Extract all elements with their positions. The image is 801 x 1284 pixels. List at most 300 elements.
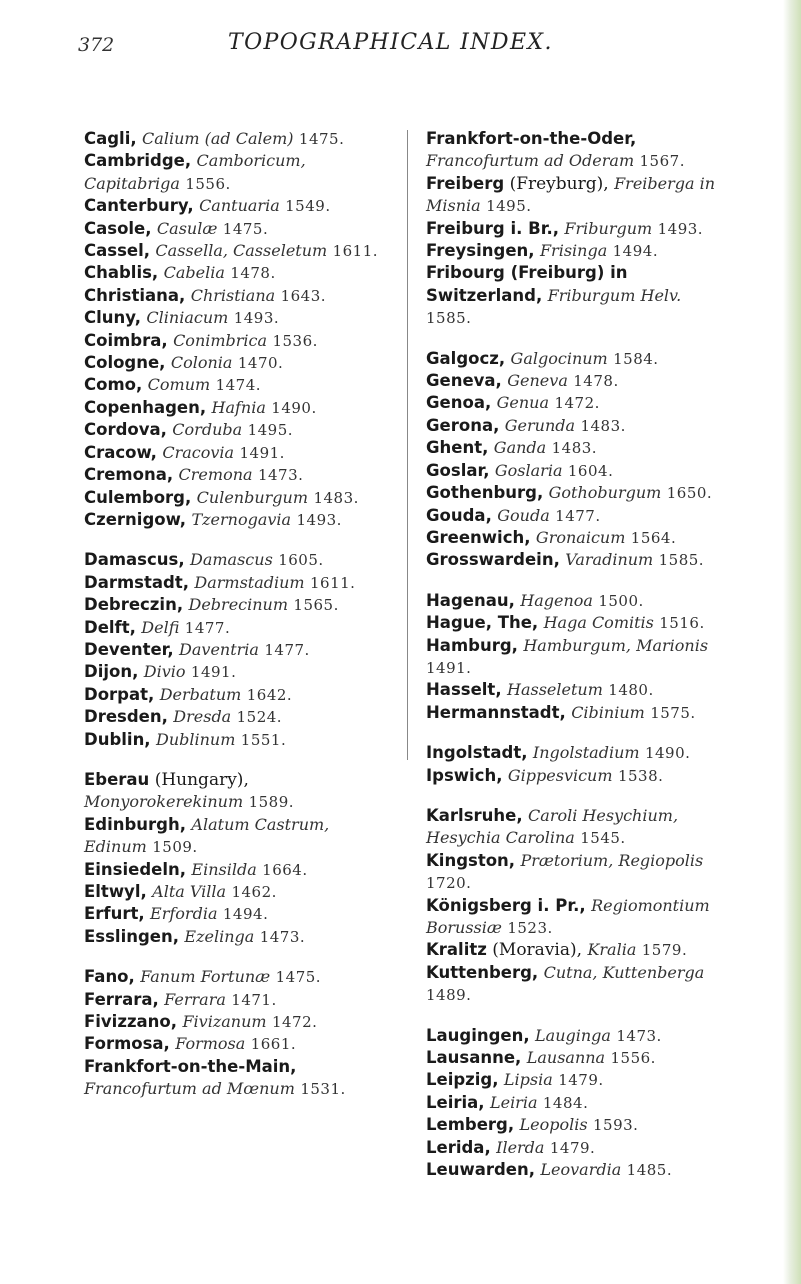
latin-name: Cassella, Casseletum <box>155 241 328 261</box>
index-group <box>84 128 382 531</box>
index-entry <box>426 218 726 240</box>
place-name: Frankfort-on-the-Main, <box>84 1056 297 1076</box>
latin-name: Conimbrica <box>173 330 268 350</box>
latin-name: Caroli Hesychium, Hesychia Carolina <box>426 805 679 848</box>
place-name: Dijon, <box>84 662 139 682</box>
index-entry <box>84 1011 382 1033</box>
index-entry <box>426 635 726 680</box>
index-entry <box>84 966 382 988</box>
index-entry <box>426 895 726 940</box>
index-entry <box>426 805 726 850</box>
index-group <box>426 742 726 787</box>
latin-name: Genua <box>496 393 550 413</box>
index-entry <box>426 549 726 571</box>
first-printing-year: 1490. <box>271 398 317 417</box>
place-name: Czernigow, <box>84 509 187 529</box>
index-entry <box>426 742 726 764</box>
index-column-left <box>84 128 382 1119</box>
latin-name: Cliniacum <box>146 308 229 328</box>
first-printing-year: 1556. <box>185 174 231 193</box>
index-entry <box>84 1033 382 1055</box>
place-name: Darmstadt, <box>84 572 189 592</box>
index-entry <box>426 1137 726 1159</box>
place-name: Lemberg, <box>426 1115 515 1135</box>
place-name: Delft, <box>84 617 136 637</box>
index-group <box>84 549 382 751</box>
index-entry <box>84 814 382 859</box>
index-entry <box>84 617 382 639</box>
latin-name: Varadinum <box>565 550 654 570</box>
index-entry <box>426 962 726 1007</box>
index-entry <box>426 262 726 329</box>
place-name: Canterbury, <box>84 196 194 216</box>
latin-name: Fanum Fortunæ <box>140 967 271 987</box>
latin-name: Regiomontium Borussiæ <box>426 895 710 937</box>
latin-name: Alta Villa <box>152 882 227 901</box>
latin-name: Ezelinga <box>184 926 255 946</box>
latin-name: Casulæ <box>156 218 218 238</box>
first-printing-year: 1489. <box>426 986 472 1005</box>
first-printing-year: 1564. <box>630 528 677 547</box>
page-number: 372 <box>78 34 115 56</box>
index-entry <box>84 661 382 683</box>
place-name: Cordova, <box>84 420 167 440</box>
first-printing-year: 1477. <box>184 618 231 637</box>
latin-name: Camboricum, Capitabriga <box>84 151 306 193</box>
place-name: Chablis, <box>84 263 159 283</box>
latin-name: Friburgum Helv. <box>547 285 682 305</box>
index-entry <box>84 262 382 284</box>
latin-name: Derbatum <box>159 684 242 704</box>
first-printing-year: 1538. <box>617 766 664 785</box>
index-entry <box>426 415 726 437</box>
latin-name: Friburgum <box>564 218 653 238</box>
first-printing-year: 1495. <box>486 197 532 216</box>
index-entry <box>84 572 382 594</box>
index-entry <box>84 684 382 706</box>
latin-name: Gothoburgum <box>548 483 662 503</box>
latin-name: Ganda <box>493 438 547 458</box>
index-entry <box>426 348 726 370</box>
index-entry <box>84 307 382 329</box>
index-entry <box>84 218 382 240</box>
place-name: Edinburgh, <box>84 814 187 834</box>
index-entry <box>84 989 382 1011</box>
latin-name: Gronaicum <box>535 527 626 547</box>
latin-name: Tzernogavia <box>191 509 292 529</box>
page-edge <box>783 0 801 1284</box>
first-printing-year: 1604. <box>567 461 614 480</box>
index-group <box>426 1025 726 1182</box>
place-name: Ingolstadt, <box>426 743 528 763</box>
place-name: Karlsruhe, <box>426 805 523 825</box>
index-group <box>84 966 382 1100</box>
first-printing-year: 1549. <box>285 197 331 216</box>
first-printing-year: 1524. <box>236 708 283 727</box>
place-name: Cremona, <box>84 465 174 485</box>
index-entry <box>426 702 726 724</box>
place-name: Dorpat, <box>84 684 155 704</box>
first-printing-year: 1472. <box>554 394 600 413</box>
place-name: Gerona, <box>426 415 500 435</box>
latin-name: Leovardia <box>540 1160 622 1180</box>
place-name: Frankfort-on-the-Oder, <box>426 129 637 148</box>
first-printing-year: 1664. <box>262 860 308 879</box>
place-name: Cassel, <box>84 241 150 261</box>
latin-name: Darmstadium <box>194 572 305 592</box>
latin-name: Divio <box>143 662 186 682</box>
latin-name: Colonia <box>170 353 233 373</box>
first-printing-year: 1491. <box>426 658 472 677</box>
index-entry <box>84 487 382 509</box>
first-printing-year: 1493. <box>657 219 704 238</box>
place-name: Eltwyl, <box>84 882 147 901</box>
latin-name: Erfordia <box>150 904 218 924</box>
index-group <box>84 769 382 948</box>
index-entry <box>426 590 726 612</box>
latin-name: Hasseletum <box>507 680 603 700</box>
place-name: Einsiedeln, <box>84 859 187 879</box>
place-name: Hague, The, <box>426 613 539 633</box>
index-entry <box>84 549 382 571</box>
latin-name: Dublinum <box>156 729 236 749</box>
first-printing-year: 1642. <box>246 685 293 704</box>
place-name: Formosa, <box>84 1034 170 1054</box>
place-name: Debreczin, <box>84 595 184 615</box>
first-printing-year: 1523. <box>507 919 553 937</box>
first-printing-year: 1474. <box>215 376 262 395</box>
first-printing-year: 1556. <box>610 1049 656 1068</box>
first-printing-year: 1485. <box>626 1161 673 1180</box>
place-name: Cologne, <box>84 353 166 373</box>
first-printing-year: 1471. <box>231 990 277 1009</box>
first-printing-year: 1475. <box>222 219 269 238</box>
place-name: Fribourg (Freiburg) in Switzerland, <box>426 263 628 305</box>
place-name: Christiana, <box>84 285 186 305</box>
first-printing-year: 1478. <box>573 372 619 391</box>
place-name: Freiberg <box>426 173 505 193</box>
place-name: Damascus, <box>84 550 185 570</box>
index-entry <box>426 370 726 392</box>
first-printing-year: 1493. <box>296 510 342 529</box>
first-printing-year: 1472. <box>271 1013 318 1032</box>
index-entry <box>84 639 382 661</box>
place-name: Coimbra, <box>84 330 168 350</box>
place-name: Grosswardein, <box>426 550 560 570</box>
latin-name: Ferrara <box>164 989 226 1009</box>
index-entry <box>426 850 726 895</box>
first-printing-year: 1531. <box>300 1080 346 1099</box>
first-printing-year: 1473. <box>257 466 304 485</box>
index-entry <box>84 509 382 531</box>
first-printing-year: 1509. <box>152 838 198 857</box>
latin-name: Leiria <box>489 1092 538 1112</box>
index-entry <box>84 926 382 948</box>
place-name: Leuwarden, <box>426 1160 535 1180</box>
index-entry <box>84 195 382 217</box>
latin-name: Frisinga <box>539 241 608 261</box>
running-title: TOPOGRAPHICAL INDEX. <box>228 30 553 55</box>
index-group <box>426 590 726 724</box>
index-entry <box>426 392 726 414</box>
place-name: Lausanne, <box>426 1048 522 1068</box>
place-name: Gouda, <box>426 505 492 525</box>
latin-name: Cremona <box>178 465 253 485</box>
index-entry <box>84 1056 382 1101</box>
latin-name: Corduba <box>172 420 243 440</box>
index-entry <box>84 442 382 464</box>
column-divider <box>407 130 408 760</box>
index-entry <box>426 527 726 549</box>
first-printing-year: 1477. <box>555 506 601 525</box>
latin-name: Ingolstadium <box>532 743 640 763</box>
place-name: Ferrara, <box>84 989 159 1009</box>
first-printing-year: 1495. <box>247 421 294 440</box>
index-entry <box>426 1025 726 1047</box>
index-entry <box>426 679 726 701</box>
first-printing-year: 1545. <box>580 829 626 848</box>
latin-name: Francofurtum ad Mœnum <box>84 1079 295 1099</box>
first-printing-year: 1494. <box>222 905 269 924</box>
latin-name: Einsilda <box>191 859 257 879</box>
place-name: Como, <box>84 375 143 395</box>
place-name: Erfurt, <box>84 904 145 924</box>
place-name: Eberau <box>84 769 150 789</box>
latin-name: Francofurtum ad Oderam <box>426 151 635 171</box>
place-name: Leipzig, <box>426 1070 499 1090</box>
first-printing-year: 1579. <box>641 941 688 960</box>
latin-name: Geneva <box>507 371 568 391</box>
index-entry <box>426 128 726 173</box>
place-name: Ghent, <box>426 438 489 458</box>
index-entry <box>84 330 382 352</box>
place-name: Deventer, <box>84 639 174 659</box>
latin-name: Leopolis <box>519 1115 588 1135</box>
latin-name: Kralia <box>587 940 637 960</box>
place-name: Cambridge, <box>84 151 192 171</box>
first-printing-year: 1479. <box>549 1138 596 1157</box>
index-entry <box>426 240 726 262</box>
index-entry <box>84 128 382 150</box>
place-name: Goslar, <box>426 460 490 480</box>
first-printing-year: 1565. <box>293 596 339 615</box>
first-printing-year: 1470. <box>237 354 284 373</box>
index-entry <box>426 460 726 482</box>
place-name: Freysingen, <box>426 241 535 261</box>
index-entry <box>84 594 382 616</box>
index-group <box>426 805 726 1007</box>
first-printing-year: 1484. <box>542 1093 589 1112</box>
place-name: Cluny, <box>84 308 142 328</box>
place-name: Fano, <box>84 967 135 987</box>
latin-name: Galgocinum <box>510 348 608 368</box>
first-printing-year: 1516. <box>659 614 705 633</box>
index-entry <box>426 1159 726 1181</box>
place-name: Fivizzano, <box>84 1012 178 1032</box>
latin-name: Ilerda <box>496 1137 545 1157</box>
place-name: Hamburg, <box>426 635 518 655</box>
first-printing-year: 1720. <box>426 874 472 893</box>
first-printing-year: 1475. <box>275 968 322 987</box>
place-name: Kuttenberg, <box>426 962 539 982</box>
latin-name: Haga Comitis <box>543 613 654 633</box>
first-printing-year: 1478. <box>230 264 276 283</box>
page-header <box>0 14 801 54</box>
place-name: Copenhagen, <box>84 397 207 417</box>
first-printing-year: 1661. <box>250 1035 297 1054</box>
place-name: Hagenau, <box>426 590 515 610</box>
place-name: Genoa, <box>426 393 492 413</box>
index-entry <box>84 729 382 751</box>
latin-name: Gouda <box>497 505 550 525</box>
index-entry <box>426 505 726 527</box>
latin-name: Gerunda <box>504 415 576 435</box>
first-printing-year: 1473. <box>259 927 306 946</box>
place-name: Hasselt, <box>426 680 502 700</box>
index-entry <box>84 374 382 396</box>
place-name: Laugingen, <box>426 1025 530 1045</box>
index-entry <box>426 1069 726 1091</box>
index-entry <box>84 881 382 903</box>
latin-name: Goslaria <box>494 460 563 480</box>
latin-name: Comum <box>147 375 211 395</box>
first-printing-year: 1477. <box>264 640 310 659</box>
place-note: (Moravia), <box>492 940 583 961</box>
latin-name: Lausanna <box>526 1048 606 1068</box>
first-printing-year: 1491. <box>239 443 285 462</box>
first-printing-year: 1575. <box>650 703 696 722</box>
place-note: (Hungary), <box>154 769 249 790</box>
index-entry <box>84 903 382 925</box>
first-printing-year: 1493. <box>233 309 280 328</box>
first-printing-year: 1536. <box>272 331 318 350</box>
first-printing-year: 1490. <box>644 744 691 763</box>
latin-name: Hamburgum, Marionis <box>523 635 709 655</box>
latin-name: Fivizanum <box>182 1012 267 1032</box>
latin-name: Debrecinum <box>188 595 289 615</box>
place-name: Kralitz <box>426 940 487 960</box>
index-entry <box>426 612 726 634</box>
latin-name: Delfi <box>141 617 180 637</box>
latin-name: Prætorium, Regiopolis <box>520 850 704 870</box>
first-printing-year: 1500. <box>598 591 644 610</box>
first-printing-year: 1611. <box>310 573 356 592</box>
index-entry <box>84 285 382 307</box>
first-printing-year: 1475. <box>298 130 345 148</box>
place-name: Dresden, <box>84 707 168 727</box>
index-entry <box>426 1114 726 1136</box>
latin-name: Lipsia <box>503 1070 553 1090</box>
first-printing-year: 1479. <box>558 1071 604 1090</box>
index-entry <box>426 765 726 787</box>
place-name: Greenwich, <box>426 527 531 547</box>
index-entry <box>426 1092 726 1114</box>
latin-name: Cutna, Kuttenberga <box>543 962 705 982</box>
place-name: Casole, <box>84 218 152 238</box>
place-name: Königsberg i. Pr., <box>426 895 586 915</box>
first-printing-year: 1585. <box>426 309 472 328</box>
first-printing-year: 1491. <box>190 663 237 682</box>
index-entry <box>426 939 726 961</box>
latin-name: Culenburgum <box>196 487 309 507</box>
latin-name: Hagenoa <box>520 590 593 610</box>
first-printing-year: 1551. <box>240 730 287 749</box>
first-printing-year: 1480. <box>608 681 654 700</box>
place-name: Gothenburg, <box>426 483 544 503</box>
index-entry <box>84 769 382 814</box>
index-entry <box>84 419 382 441</box>
first-printing-year: 1650. <box>666 484 713 503</box>
place-name: Hermannstadt, <box>426 702 566 722</box>
index-entry <box>84 859 382 881</box>
latin-name: Cibinium <box>571 702 645 722</box>
first-printing-year: 1605. <box>278 551 324 570</box>
index-entry <box>426 482 726 504</box>
place-name: Freiburg i. Br., <box>426 218 560 238</box>
first-printing-year: 1584. <box>613 349 659 368</box>
place-name: Dublin, <box>84 729 151 749</box>
index-group <box>426 348 726 572</box>
first-printing-year: 1593. <box>592 1116 639 1135</box>
place-name: Leiria, <box>426 1092 485 1112</box>
index-column-right <box>426 128 726 1199</box>
latin-name: Cantuaria <box>199 196 280 216</box>
place-name: Lerida, <box>426 1137 491 1157</box>
place-name: Ipswich, <box>426 765 503 785</box>
first-printing-year: 1567. <box>639 152 685 171</box>
index-entry <box>84 464 382 486</box>
latin-name: Dresda <box>173 707 232 727</box>
place-name: Esslingen, <box>84 926 179 946</box>
first-printing-year: 1483. <box>313 488 359 507</box>
latin-name: Christiana <box>190 285 276 305</box>
index-entry <box>84 397 382 419</box>
index-entry <box>426 1047 726 1069</box>
place-name: Geneva, <box>426 371 502 391</box>
latin-name: Lauginga <box>535 1025 611 1045</box>
place-name: Galgocz, <box>426 348 506 368</box>
first-printing-year: 1643. <box>280 286 327 305</box>
latin-name: Damascus <box>190 550 273 570</box>
place-name: Cagli, <box>84 129 137 148</box>
latin-name: Monyorokerekinum <box>84 792 244 812</box>
place-name: Cracow, <box>84 442 157 462</box>
latin-name: Cracovia <box>162 442 235 462</box>
first-printing-year: 1611. <box>332 242 379 261</box>
index-entry <box>426 437 726 459</box>
latin-name: Alatum Castrum, Edinum <box>84 814 330 857</box>
index-entry <box>84 706 382 728</box>
latin-name: Calium (ad Calem) <box>142 129 294 148</box>
index-group <box>426 128 726 330</box>
latin-name: Cabelia <box>163 263 225 283</box>
index-entry <box>426 173 726 218</box>
first-printing-year: 1589. <box>248 793 295 812</box>
place-note: (Freyburg), <box>509 173 609 194</box>
first-printing-year: 1585. <box>658 551 705 570</box>
first-printing-year: 1483. <box>551 439 598 458</box>
first-printing-year: 1462. <box>231 883 277 901</box>
place-name: Kingston, <box>426 850 516 870</box>
index-entry <box>84 240 382 262</box>
latin-name: Formosa <box>175 1034 246 1054</box>
latin-name: Hafnia <box>211 397 266 417</box>
first-printing-year: 1483. <box>580 416 626 435</box>
first-printing-year: 1473. <box>616 1026 662 1045</box>
index-entry <box>84 150 382 195</box>
latin-name: Gippesvicum <box>507 765 613 785</box>
first-printing-year: 1494. <box>612 242 659 261</box>
